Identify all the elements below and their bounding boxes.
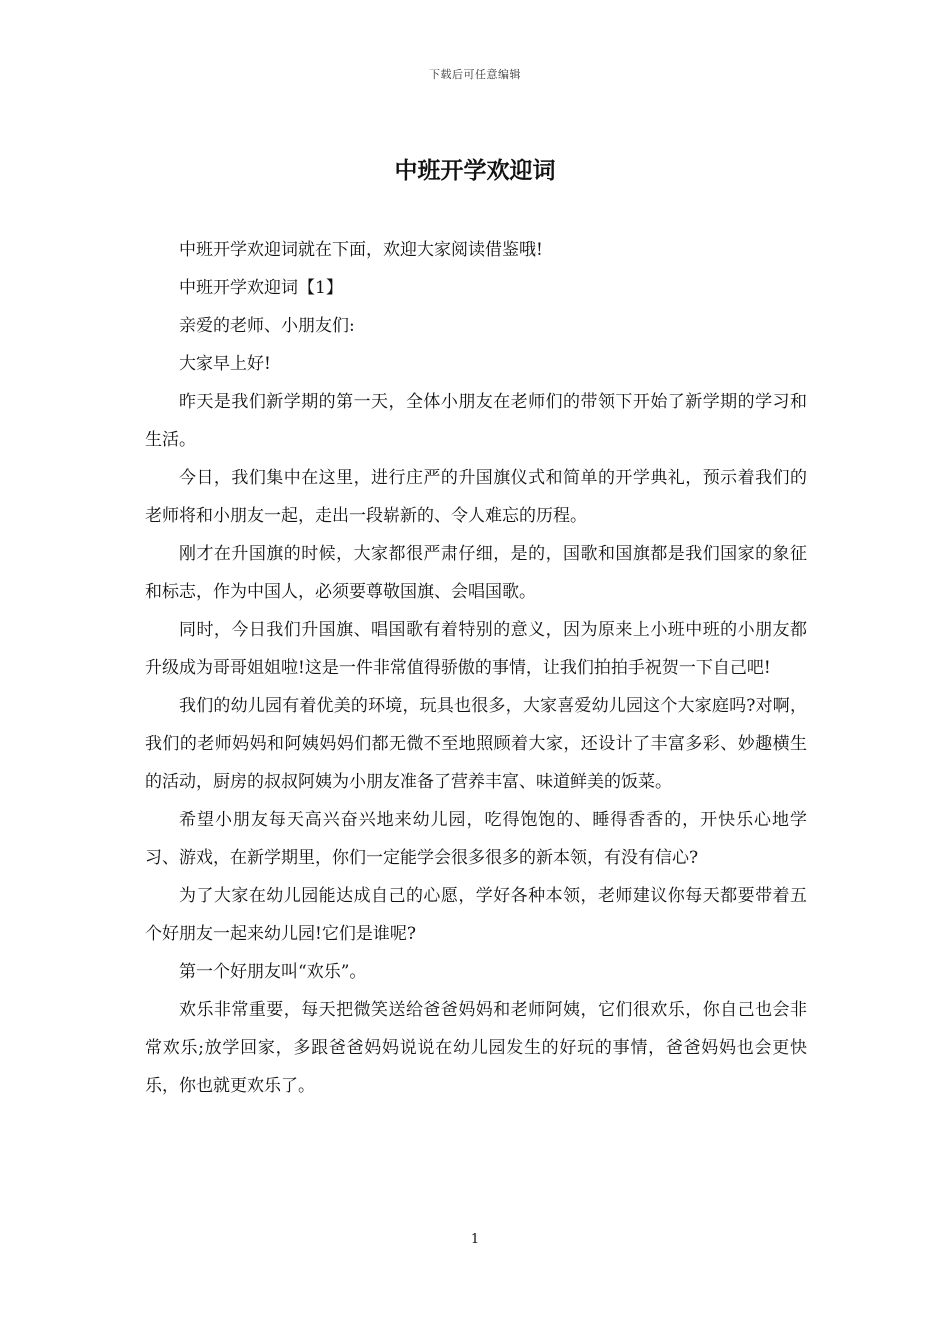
paragraph: 第一个好朋友叫“欢乐”。 [179,962,367,982]
paragraph-intro: 中班开学欢迎词就在下面，欢迎大家阅读借鉴哦! [179,240,543,260]
document-body [145,231,807,1105]
paragraph: 今日，我们集中在这里，进行庄严的升国旗仪式和简单的开学典礼，预示着我们的老师将和小朋友一起，走出一段崭新的、令人难忘的历程。 [145,468,807,526]
paragraph: 希望小朋友每天高兴奋兴地来幼儿园，吃得饱饱的、睡得香香的，开快乐心地学习、游戏，在新学期里，你们一定能学会很多很多的新本领，有没有信心? [145,810,807,868]
paragraph: 昨天是我们新学期的第一天，全体小朋友在老师们的带领下开始了新学期的学习和生活。 [145,392,807,450]
paragraph: 为了大家在幼儿园能达成自己的心愿，学好各种本领，老师建议你每天都要带着五个好朋友一起来幼儿园!它们是谁呢? [145,886,807,944]
paragraph: 欢乐非常重要，每天把微笑送给爸爸妈妈和老师阿姨，它们很欢乐，你自己也会非常欢乐;放学回家，多跟爸爸妈妈说说在幼儿园发生的好玩的事情，爸爸妈妈也会更快乐，你也就更欢乐了。 [145,1000,807,1096]
page-number: 1 [470,1232,480,1247]
document-title: 中班开学欢迎词 [394,157,556,184]
paragraph: 我们的幼儿园有着优美的环境，玩具也很多，大家喜爱幼儿园这个大家庭吗?对啊，我们的老师妈妈和阿姨妈妈们都无微不至地照顾着大家，还设计了丰富多彩、妙趣横生的活动，厨房的叔叔阿姨为小朋友准备了营养丰富、味道鲜美的饭菜。 [145,696,807,792]
paragraph-greeting: 大家早上好! [179,354,271,374]
paragraph: 同时，今日我们升国旗、唱国歌有着特别的意义，因为原来上小班中班的小朋友都升级成为哥哥姐姐啦!这是一件非常值得骄傲的事情，让我们拍拍手祝贺一下自己吧! [145,620,807,678]
page-header-note: 下载后可任意编辑 [429,68,521,81]
paragraph: 刚才在升国旗的时候，大家都很严肃仔细，是的，国歌和国旗都是我们国家的象征和标志，作为中国人，必须要尊敬国旗、会唱国歌。 [145,544,807,602]
paragraph-section-heading: 中班开学欢迎词【1】 [179,278,343,298]
paragraph-salutation: 亲爱的老师、小朋友们: [179,316,355,336]
